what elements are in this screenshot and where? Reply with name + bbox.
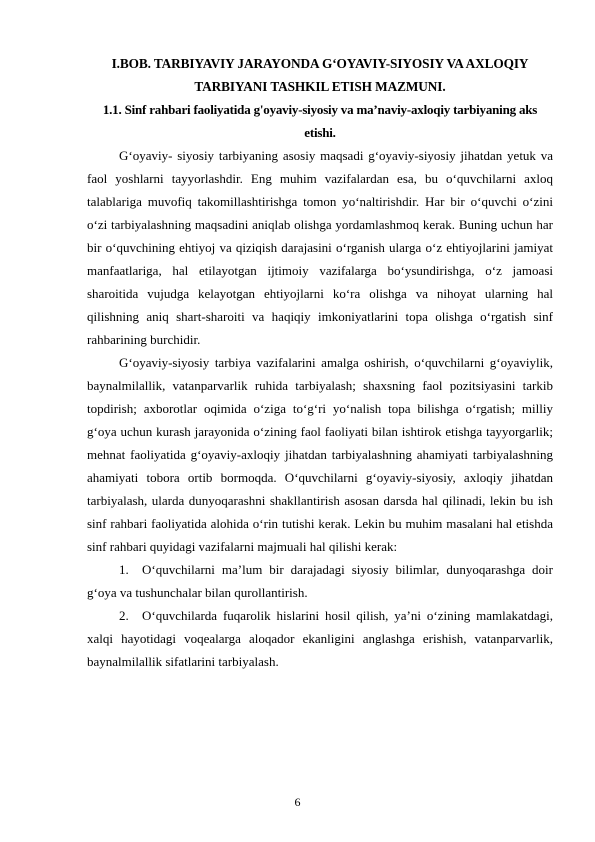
list-item [87, 558, 553, 604]
list-item-number: 1. [119, 562, 129, 577]
paragraph: G‘oyaviy-siyosiy tarbiya vazifalarini amalga oshirish, o‘quvchilarni g‘oyaviylik, baynalmilallik, vatanparvarlik ruhida tarbiyalash; shaxsning faol pozitsiyasini tarkib topdirish; axborotlar oqimida o‘ziga to‘g‘ri yo‘nalish topa bilishga o‘rgatish; milliy g‘oya uchun kurash jarayonida o‘zining faol faoliyati bilan ishtirok etishga tayyorgarlik; mehnat faoliyatida g‘oyaviy-axloqiy jihatdan tarbiyalashning ahamiyati tarbiyalashning ahamiyati tobora ortib bormoqda. O‘quvchilarni g‘oyaviy-siyosiy, axloqiy jihatdan tarbiyalash, ularda dunyoqarashni shakllantirish asosan darsda hal qilinadi, lekin bu ish sinf rahbari faoliyatida alohida o‘rin tutishi kerak. Lekin bu muhim masalani hal etishda sinf rahbari quyidagi vazifalarni majmuali hal qilishi kerak: [87, 355, 553, 554]
section-title: 1.1. Sinf rahbari faoliyatida g'oyaviy-siyosiy va ma’naviy-axloqiy tarbiyaning aks etishi. [102, 102, 538, 140]
page-content [87, 52, 553, 673]
paragraph: G‘oyaviy- siyosiy tarbiyaning asosiy maqsadi g‘oyaviy-siyosiy jihatdan yetuk va faol yoshlarni tayyorlashdir. Eng muhim vazifalardan esa, bu o‘quvchilarni axloq talablariga muvofiq takomillashtirishga tomon yo‘naltirishdir. Har bir o‘quvchi o‘zini o‘zi tarbiyalashning maqsadini aniqlab olishga yordamlashmoq kerak. Buning uchun har bir o‘quvchining ehtiyoj va qiziqish darajasini o‘rganish ularga o‘z ehtiyojlarini jamiyat manfaatlariga, hal etilayotgan ijtimoiy vazifalarga bo‘ysundirishga, o‘z jamoasi sharoitida vujudga kelayotgan ehtiyojlarni ko‘ra olishga va nihoyat ularning hal qilishning aniq shart-sharoiti va haqiqiy imkoniyatlarini topa olishga o‘rgatish sinf rahbarining burchidir. [87, 148, 553, 347]
list-item-text: O‘quvchilarni ma’lum bir darajadagi siyosiy bilimlar, dunyoqarashga doir g‘oya va tushunchalar bilan qurollantirish. [87, 562, 553, 600]
chapter-title: I.BOB. TARBIYAVIY JARAYONDA G‘OYAVIY-SIYOSIY VA AXLOQIY TARBIYANI TASHKIL ETISH MAZMUNI. [111, 56, 529, 94]
list-item-text: O‘quvchilarda fuqarolik hislarini hosil qilish, ya’ni o‘zining mamlakatdagi, xalqi hayotidagi voqealarga aloqador ekanligini anglashga erishish, vatanparvarlik, baynalmilallik sifatlarini tarbiyalash. [87, 608, 553, 669]
list-item-number: 2. [119, 608, 129, 623]
page-number: 6 [294, 795, 301, 809]
list-item [87, 604, 553, 673]
